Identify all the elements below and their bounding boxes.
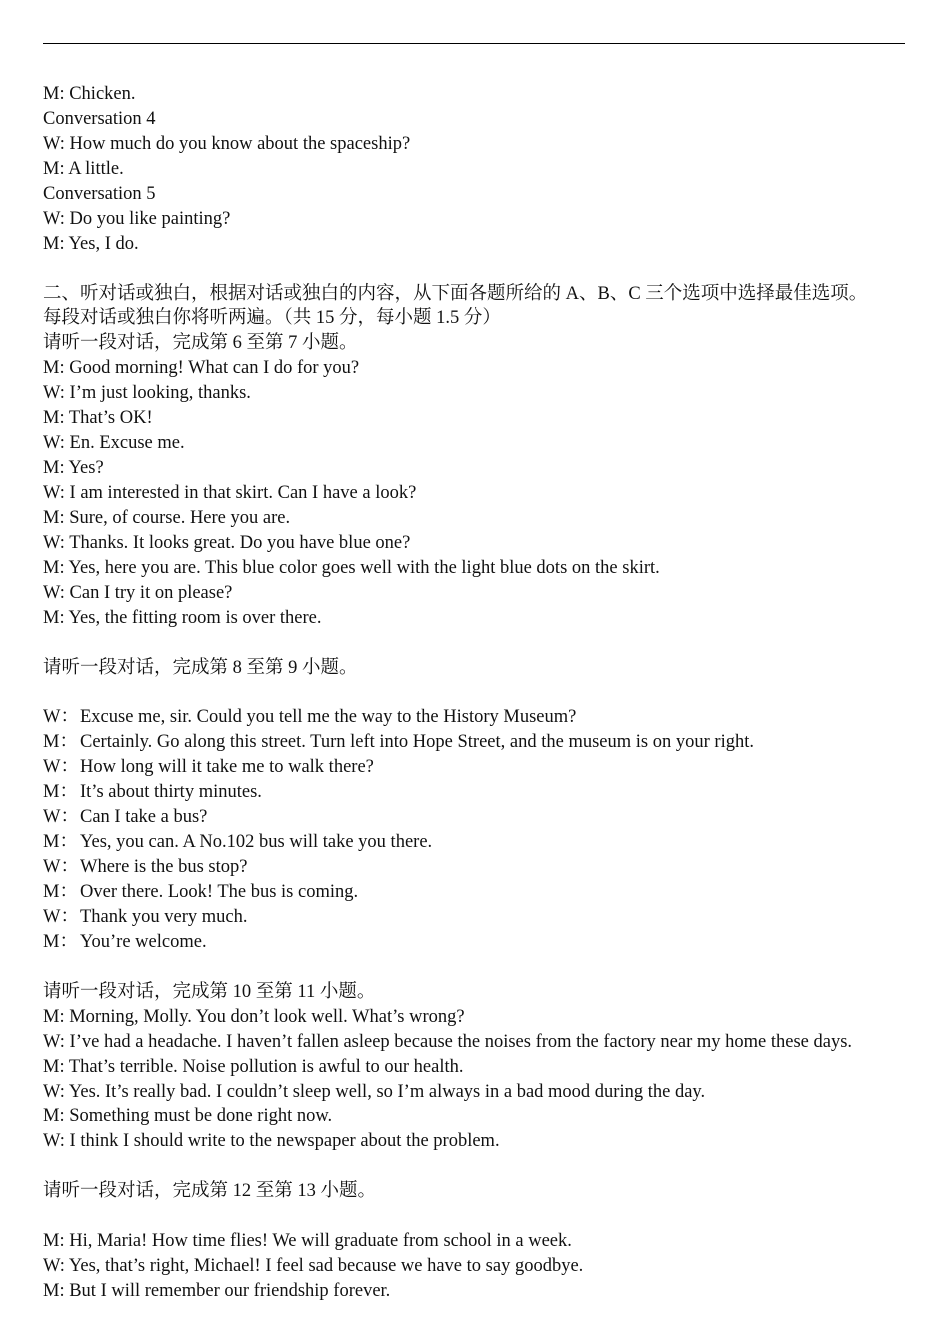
dialogue-line: M: Something must be done right now.: [43, 1106, 333, 1127]
dialogue-intro: 请听一段对话，完成第 6 至第 7 小题。: [43, 333, 358, 354]
dialogue-line: [43, 780, 913, 805]
dialogue-line: M: But I will remember our friendship forever.: [43, 1281, 391, 1301]
conversation-heading: Conversation 5: [43, 183, 156, 204]
speaker-label: W：: [43, 857, 79, 878]
dialogue-text: You’re welcome.: [80, 931, 207, 952]
text-line: M: A little.: [43, 158, 124, 179]
dialogue-line: W: Thanks. It looks great. Do you have blue one?: [43, 532, 411, 553]
text-line: W: Do you like painting?: [43, 208, 231, 229]
dialogue-line: [43, 880, 913, 905]
spacer: [43, 257, 913, 282]
dialogue-line: W: Yes. It’s really bad. I couldn’t sleep well, so I’m always in a bad mood during the day.: [43, 1081, 706, 1102]
dialogue-text: Over there. Look! The bus is coming.: [80, 882, 359, 902]
dialogue-line: [43, 855, 913, 880]
dialogue-line: [43, 755, 913, 780]
dialogue-line: [43, 705, 913, 730]
text-line: W: How much do you know about the spaceship?: [43, 133, 411, 154]
dialogue-line: M: That’s OK!: [43, 408, 153, 429]
speaker-label: M：: [43, 931, 78, 952]
document-page: [43, 82, 913, 1304]
section-title: 每段对话或独白你将听两遍。（共 15 分，每小题 1.5 分）: [43, 308, 501, 329]
dialogue-line: [43, 730, 913, 755]
dialogue-line: M: Sure, of course. Here you are.: [43, 507, 291, 528]
text-line: M: Yes, I do.: [43, 233, 139, 254]
dialogue-line: W: Yes, that’s right, Michael! I feel sad because we have to say goodbye.: [43, 1256, 584, 1277]
dialogue-intro: 请听一段对话，完成第 8 至第 9 小题。: [43, 657, 358, 678]
dialogue-line: M: Yes?: [43, 458, 104, 479]
dialogue-intro: 请听一段对话，完成第 10 至第 11 小题。: [43, 981, 376, 1002]
dialogue-line: W: En. Excuse me.: [43, 433, 185, 454]
dialogue-line: W: I’m just looking, thanks.: [43, 383, 251, 404]
dialogue-line: W: I am interested in that skirt. Can I have a look?: [43, 483, 417, 503]
dialogue-line: W: I’ve had a headache. I haven’t fallen asleep because the noises from the factory near my home these days.: [43, 1031, 853, 1052]
speaker-label: M：: [43, 732, 78, 753]
dialogue-line: W: I think I should write to the newspaper about the problem.: [43, 1131, 500, 1152]
dialogue-line: M: Yes, the fitting room is over there.: [43, 607, 322, 628]
dialogue-line: W: Can I try it on please?: [43, 582, 233, 603]
speaker-label: W：: [43, 807, 79, 828]
dialogue-intro: 请听一段对话，完成第 12 至第 13 小题。: [43, 1181, 377, 1202]
dialogue-text: Thank you very much.: [80, 906, 248, 927]
speaker-label: M：: [43, 882, 78, 902]
spacer: [43, 681, 913, 706]
section-title: 二、听对话或独白，根据对话或独白的内容，从下面各题所给的 A、B、C 三个选项中选择最佳选项。: [43, 283, 868, 304]
spacer: [43, 1204, 913, 1229]
dialogue-line: [43, 830, 913, 855]
speaker-label: M：: [43, 782, 78, 803]
spacer: [43, 955, 913, 980]
dialogue-line: M: Morning, Molly. You don’t look well. What’s wrong?: [43, 1006, 465, 1027]
dialogue-text: Where is the bus stop?: [80, 857, 248, 878]
dialogue-text: Excuse me, sir. Could you tell me the way to the History Museum?: [80, 707, 577, 728]
dialogue-line: M: That’s terrible. Noise pollution is awful to our health.: [43, 1056, 464, 1077]
conversation-heading: Conversation 4: [43, 108, 156, 129]
speaker-label: W：: [43, 707, 79, 728]
dialogue-line: [43, 905, 913, 930]
dialogue-line: M: Hi, Maria! How time flies! We will graduate from school in a week.: [43, 1231, 572, 1252]
spacer: [43, 1154, 913, 1179]
speaker-label: W：: [43, 906, 79, 927]
dialogue-line: [43, 805, 913, 830]
dialogue-text: How long will it take me to walk there?: [80, 757, 374, 778]
dialogue-line: [43, 930, 913, 955]
header-rule: [43, 43, 905, 44]
dialogue-text: Can I take a bus?: [80, 807, 208, 828]
dialogue-text: Certainly. Go along this street. Turn left into Hope Street, and the museum is on your right.: [80, 732, 754, 753]
dialogue-text: It’s about thirty minutes.: [80, 782, 262, 803]
spacer: [43, 631, 913, 656]
dialogue-text: Yes, you can. A No.102 bus will take you there.: [80, 832, 433, 853]
speaker-label: W：: [43, 757, 79, 778]
text-line: M: Chicken.: [43, 84, 136, 104]
dialogue-line: M: Yes, here you are. This blue color goes well with the light blue dots on the skirt.: [43, 557, 660, 578]
dialogue-line: M: Good morning! What can I do for you?: [43, 358, 360, 379]
speaker-label: M：: [43, 832, 78, 853]
